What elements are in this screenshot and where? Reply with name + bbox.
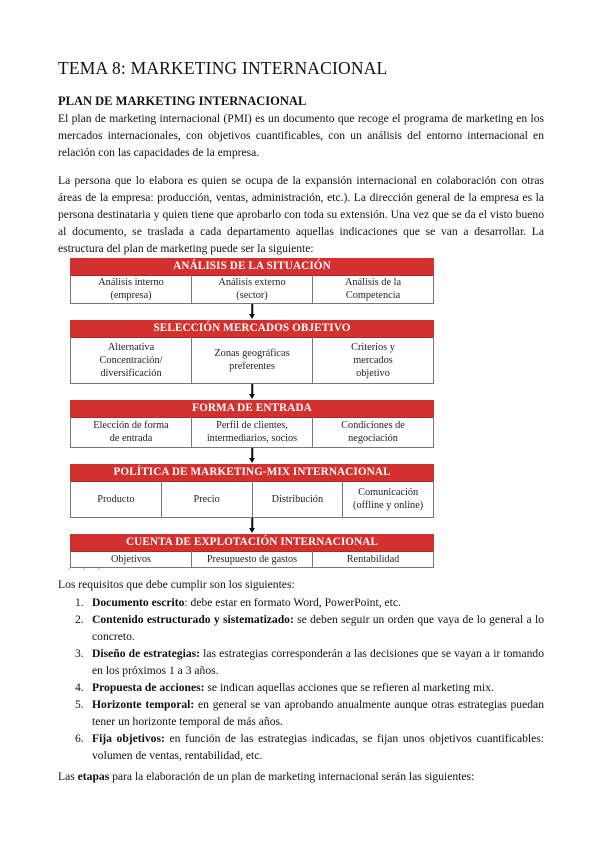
page-title: TEMA 8: MARKETING INTERNACIONAL — [58, 58, 388, 78]
requirement-number: 5. — [75, 698, 84, 711]
requirement-number: 3. — [75, 647, 84, 660]
stages-intro-pre: Las — [58, 770, 78, 783]
requirement-term: Contenido estructurado y sistematizado: — [92, 613, 294, 626]
requirement-number: 1. — [75, 596, 84, 609]
requirements-intro: Los requisitos que debe cumplir son los siguientes: — [58, 578, 295, 591]
requirement-term: Horizonte temporal: — [92, 698, 195, 711]
requirement-number: 6. — [75, 732, 84, 745]
diagram-section — [70, 400, 434, 448]
diagram-row — [70, 417, 434, 448]
diagram-cell: Alternativa Concentración/ diversificación — [99, 341, 163, 379]
arrow-down-icon — [70, 518, 434, 534]
stages-intro-bold: etapas — [77, 770, 110, 783]
diagram-section — [70, 258, 434, 304]
requirement-term: Diseño de estrategias: — [92, 647, 200, 660]
requirement-item — [58, 611, 544, 645]
requirement-item — [58, 696, 544, 730]
stages-intro-post: para la elaboración de un plan de marketing internacional serán las siguientes: — [109, 770, 475, 783]
stages-intro — [58, 770, 474, 783]
diagram-section-header: FORMA DE ENTRADA — [70, 400, 434, 417]
diagram-section-header: POLÍTICA DE MARKETING-MIX INTERNACIONAL — [70, 464, 434, 481]
plan-structure-diagram — [70, 258, 434, 568]
requirement-text: en general se van aprobando anualmente aunque otras estrategias puedan tener un horizonte temporal de más años. — [92, 698, 544, 728]
diagram-cell: Análisis de la Competencia — [312, 275, 433, 303]
diagram-cell: Zonas geográficas preferentes — [191, 337, 312, 383]
diagram-section-header: CUENTA DE EXPLOTACIÓN INTERNACIONAL — [70, 534, 434, 551]
diagram-cell: Condiciones de negociación — [312, 417, 433, 447]
requirement-text: se deben seguir un orden que vaya de lo general a lo concreto. — [92, 613, 545, 643]
requirement-item — [58, 730, 544, 764]
requirement-term: Fija objetivos: — [92, 732, 165, 745]
requirement-text: en función de las estrategias indicadas, se fijan unos objetivos cuantificables: volumen de ventas, rentabilidad, etc. — [92, 732, 544, 762]
diagram-cell: Elección de forma de entrada — [93, 420, 169, 444]
diagram-cell: Objetivos — [110, 553, 152, 565]
diagram-cell: Análisis externo (sector) — [191, 275, 312, 303]
intro-paragraph: El plan de marketing internacional (PMI) es un documento que recoge el programa de marketing en los mercados internacionales, con objetivos cuantificables, con un análisis del entorno internacional en relación con las capacidades de la empresa. — [58, 112, 544, 159]
requirement-item — [58, 679, 544, 696]
requirement-term: Propuesta de acciones: — [92, 681, 205, 694]
arrow-down-icon — [70, 304, 434, 320]
requirement-text: se indican aquellas acciones que se refieren al marketing mix. — [204, 681, 494, 694]
requirement-item — [58, 645, 544, 679]
decorative-shadow: ⌄ ⌄ ⌄ — [66, 563, 106, 572]
requirement-number: 4. — [75, 681, 84, 694]
diagram-cell: Perfil de clientes, intermediarios, socios — [191, 417, 312, 447]
requirement-item — [58, 594, 544, 611]
diagram-cell: Producto — [97, 493, 135, 505]
description-paragraph: La persona que lo elabora es quien se ocupa de la expansión internacional en colaboración con otras áreas de la empresa: producción, ventas, administración, etc.). La dirección general de la empresa es la persona destinataria y quien tiene que aprobarlo con toda su extensión. Una vez que se da el visto bueno al documento, se traslada a cada departamento aquellas indicaciones que se van a desarrollar. La estructura del plan de marketing puede ser la siguiente: — [58, 174, 544, 255]
requirement-text: las estrategias corresponderán a las decisiones que se vayan a ir tomando en los próximos 1 a 3 años. — [92, 647, 544, 677]
diagram-cell: Rentabilidad — [312, 551, 433, 567]
section-subtitle: PLAN DE MARKETING INTERNACIONAL — [58, 94, 307, 108]
diagram-row — [70, 337, 434, 384]
arrow-down-icon — [70, 384, 434, 400]
requirement-text: : debe estar en formato Word, PowerPoint, etc. — [184, 596, 401, 609]
diagram-section — [70, 464, 434, 518]
diagram-cell: Comunicación (offline y online) — [342, 481, 433, 517]
diagram-cell: Distribución — [252, 481, 343, 517]
requirements-list — [58, 594, 544, 764]
requirement-term: Documento escrito — [92, 596, 185, 609]
requirement-number: 2. — [75, 613, 84, 626]
diagram-row — [70, 275, 434, 304]
arrow-down-icon — [70, 448, 434, 464]
diagram-section-header: SELECCIÓN MERCADOS OBJETIVO — [70, 320, 434, 337]
diagram-cell: Análisis interno (empresa) — [98, 277, 164, 301]
diagram-cell: Presupuesto de gastos — [191, 551, 312, 567]
diagram-section-header: ANÁLISIS DE LA SITUACIÓN — [70, 258, 434, 275]
diagram-row — [70, 551, 434, 568]
diagram-section — [70, 534, 434, 568]
diagram-cell: Precio — [161, 481, 252, 517]
diagram-section — [70, 320, 434, 384]
diagram-row — [70, 481, 434, 518]
diagram-cell: Criterios y mercados objetivo — [312, 337, 433, 383]
